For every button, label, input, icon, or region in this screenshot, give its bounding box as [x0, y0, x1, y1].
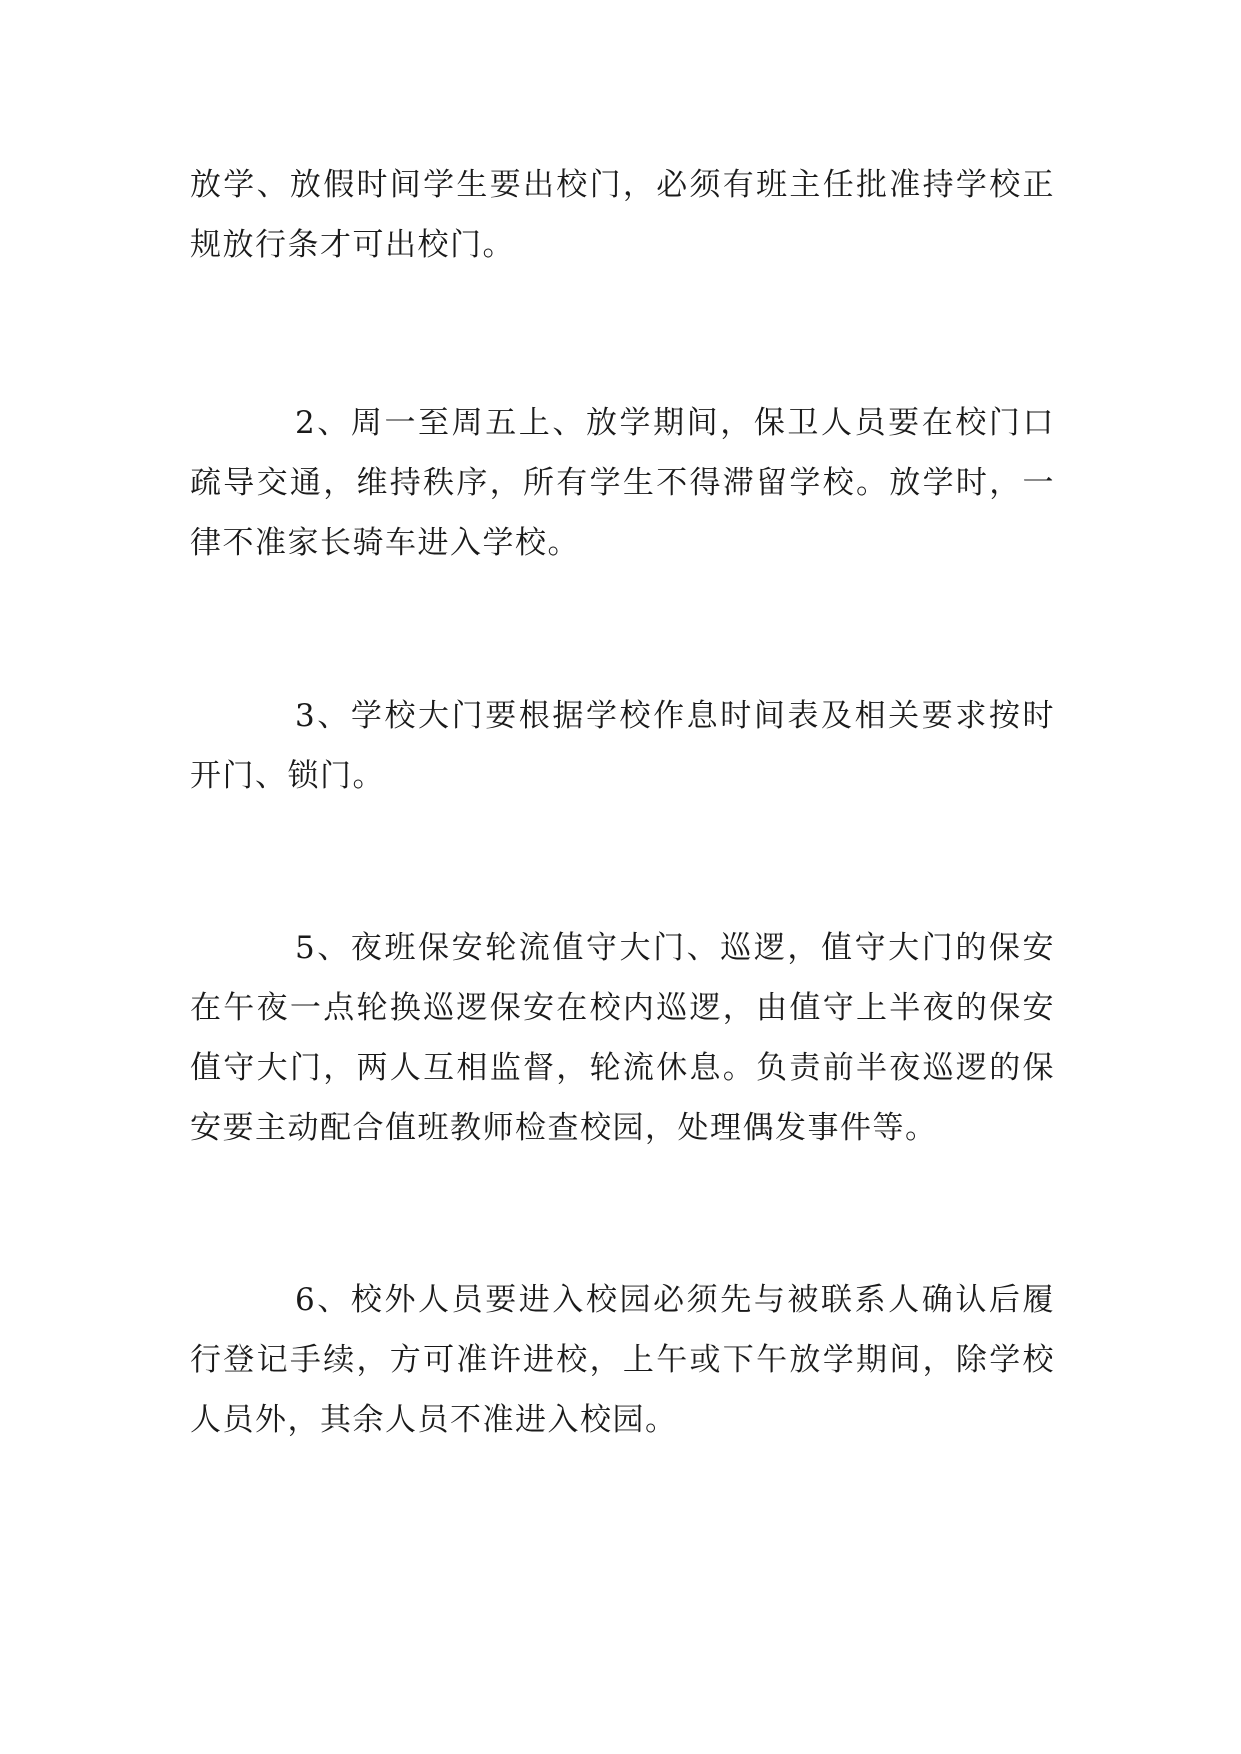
paragraph-item-5-night-patrol: 5、夜班保安轮流值守大门、巡逻，值守大门的保安在午夜一点轮换巡逻保安在校内巡逻，由值守上半夜的保安值守大门，两人互相监督，轮流休息。负责前半夜巡逻的保安要主动配合值班教师检查校园，处理偶发事件等。 [190, 930, 1055, 1146]
paragraph-item-3-gate-hours: 3、学校大门要根据学校作息时间表及相关要求按时开门、锁门。 [190, 698, 1055, 794]
paragraph-item-2-traffic: 2、周一至周五上、放学期间，保卫人员要在校门口疏导交通，维持秩序，所有学生不得滞留学校。放学时，一律不准家长骑车进入学校。 [190, 405, 1055, 561]
paragraph-item-6-visitors: 6、校外人员要进入校园必须先与被联系人确认后履行登记手续，方可准许进校，上午或下午放学期间，除学校人员外，其余人员不准进入校园。 [190, 1282, 1055, 1438]
paragraph-exit-permission: 放学、放假时间学生要出校门，必须有班主任批准持学校正规放行条才可出校门。 [190, 167, 1055, 263]
